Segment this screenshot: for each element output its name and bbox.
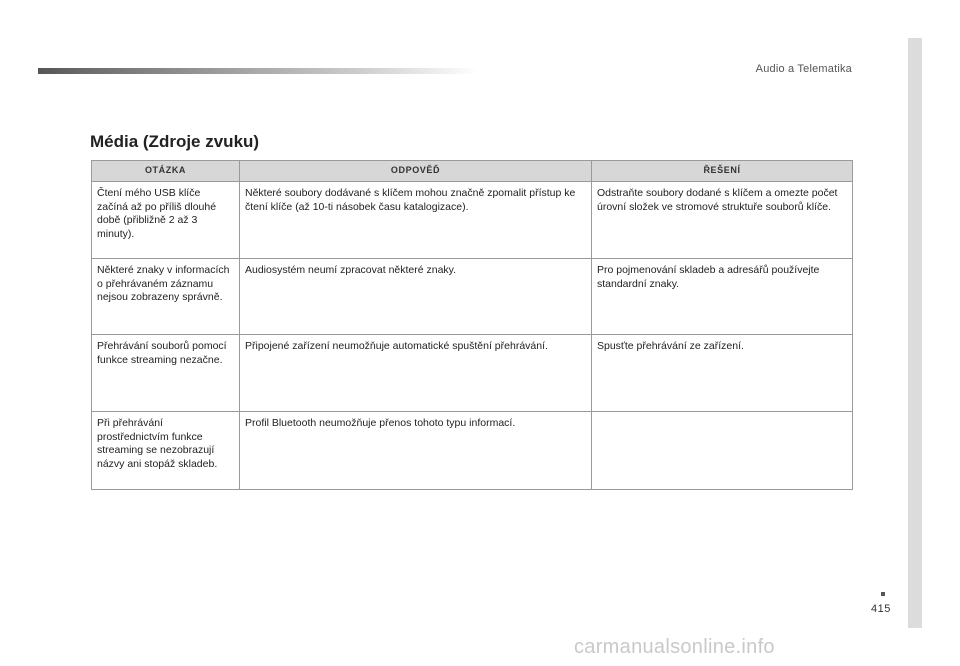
solution-cell [592, 412, 853, 490]
table-row [92, 182, 853, 259]
table-row [92, 412, 853, 490]
answer-cell: Profil Bluetooth neumožňuje přenos tohoto typu informací. [240, 412, 592, 490]
column-header-solution: ŘEŠENÍ [592, 161, 853, 182]
question-cell: Při přehrávání prostřednictvím funkce streaming se nezobrazují názvy ani stopáž skladeb. [92, 412, 240, 490]
page-title: Média (Zdroje zvuku) [90, 132, 260, 151]
solution-cell: Odstraňte soubory dodané s klíčem a omezte počet úrovní složek ve stromové struktuře souborů klíče. [592, 182, 853, 259]
page-number: 415 [871, 603, 891, 615]
answer-cell: Audiosystém neumí zpracovat některé znaky. [240, 259, 592, 335]
question-cell: Některé znaky v informacích o přehrávaném záznamu nejsou zobrazeny správně. [92, 259, 240, 335]
section-label: Audio a Telematika [755, 63, 852, 75]
column-header-answer: ODPOVĚĎ [240, 161, 592, 182]
table-header-row [92, 161, 853, 182]
page-edge-strip [908, 38, 922, 628]
table-row [92, 259, 853, 335]
question-cell: Přehrávání souborů pomocí funkce streaming nezačne. [92, 335, 240, 412]
column-header-question: OTÁZKA [92, 161, 240, 182]
solution-cell: Pro pojmenování skladeb a adresářů používejte standardní znaky. [592, 259, 853, 335]
troubleshooting-table [91, 160, 853, 490]
answer-cell: Některé soubory dodávané s klíčem mohou značně zpomalit přístup ke čtení klíče (až 10-ti násobek času katalogizace). [240, 182, 592, 259]
question-cell: Čtení mého USB klíče začíná až po příliš dlouhé době (přibližně 2 až 3 minuty). [92, 182, 240, 259]
answer-cell: Připojené zařízení neumožňuje automatické spuštění přehrávání. [240, 335, 592, 412]
page-marker [881, 592, 885, 596]
watermark: carmanualsonline.info [574, 636, 775, 658]
header-decorative-bar [38, 68, 478, 74]
solution-cell: Spusťte přehrávání ze zařízení. [592, 335, 853, 412]
table-row [92, 335, 853, 412]
